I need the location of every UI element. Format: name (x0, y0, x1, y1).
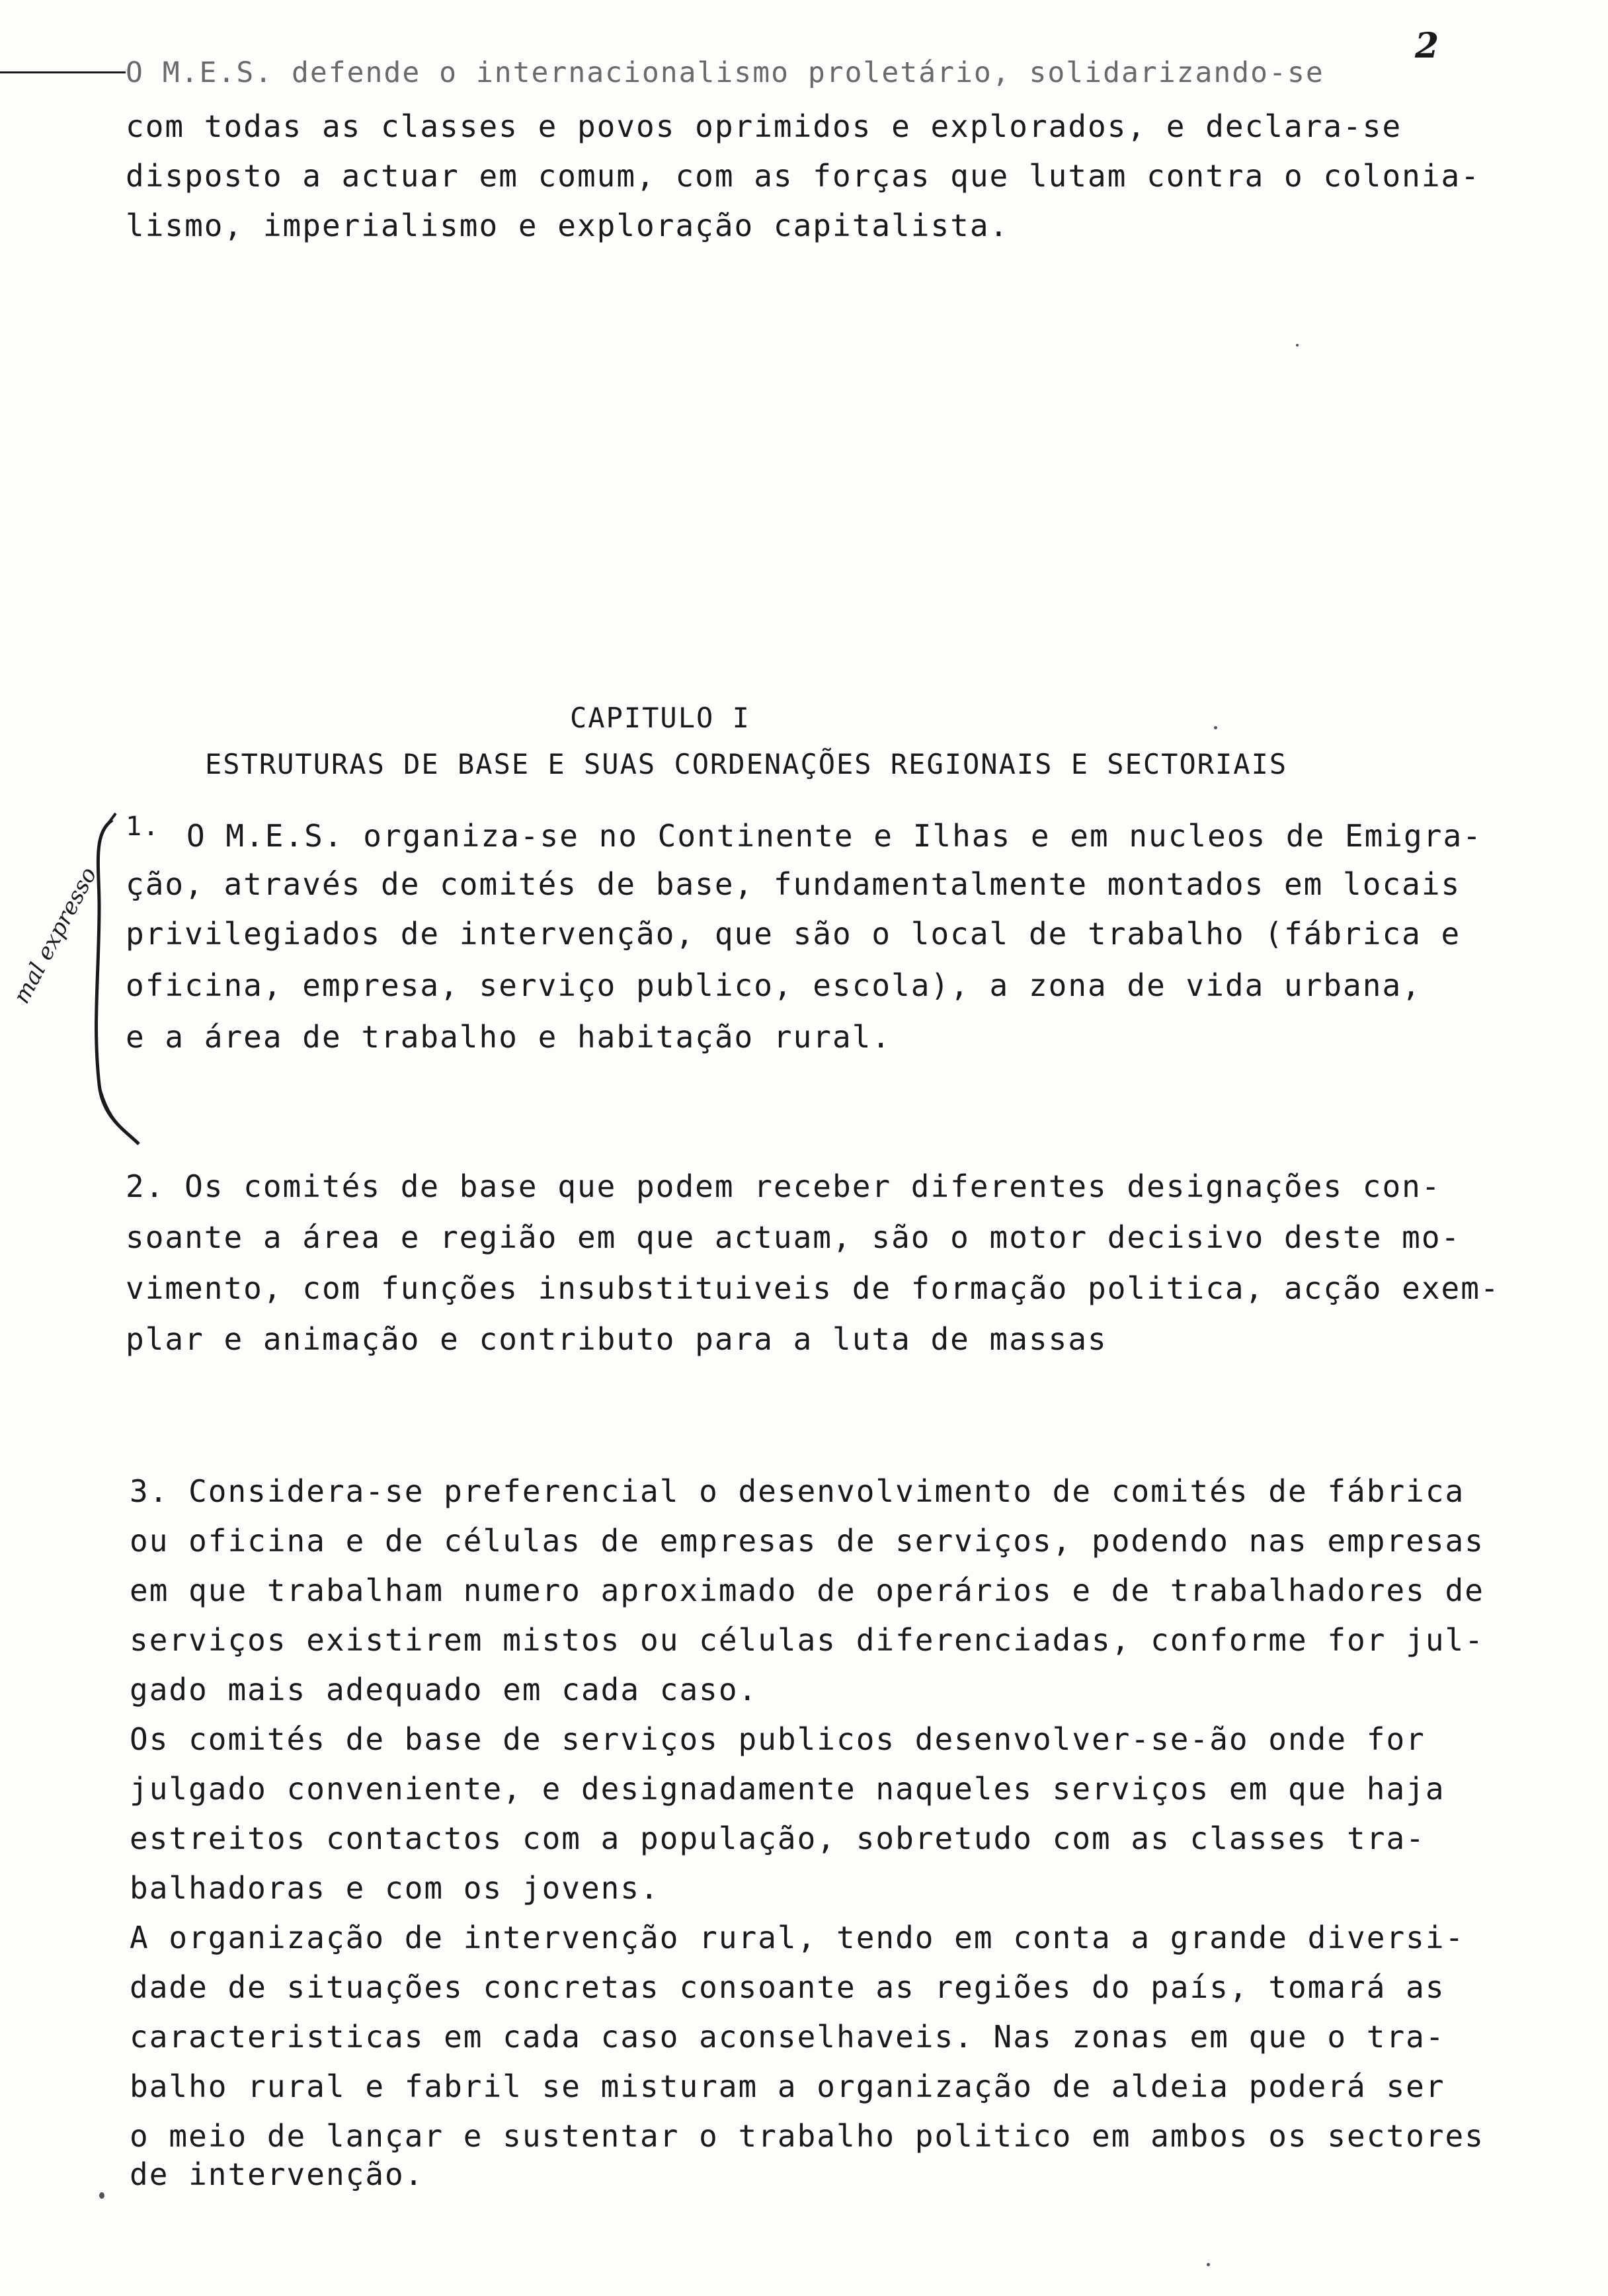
scan-speck (1214, 726, 1217, 729)
paragraph-1-line: privilegiados de intervenção, que são o local de trabalho (fábrica e (126, 916, 1461, 952)
scan-speck (99, 2192, 104, 2199)
page-number: 2 (1415, 26, 1439, 66)
paragraph-3-line: 3. Considera-se preferencial o desenvolvimento de comités de fábrica (130, 1473, 1465, 1509)
paragraph-3-line: A organização de intervenção rural, tendo em conta a grande diversi- (130, 1920, 1465, 1955)
intro-line: disposto a actuar em comum, com as forças que lutam contra o colonia- (126, 158, 1480, 194)
intro-line: O M.E.S. defende o internacionalismo proletário, solidarizando-se (126, 56, 1324, 89)
intro-line: lismo, imperialismo e exploração capitalista. (126, 208, 1010, 243)
strike-rule (0, 71, 126, 73)
scan-speck (1207, 2263, 1210, 2266)
paragraph-1-line: ção, através de comités de base, fundamentalmente montados em locais (126, 866, 1461, 902)
chapter-subtitle: ESTRUTURAS DE BASE E SUAS CORDENAÇÕES REGIONAIS E SECTORIAIS (205, 748, 1288, 780)
paragraph-2-line: 2. Os comités de base que podem receber diferentes designações con- (126, 1168, 1441, 1204)
chapter-title: CAPITULO I (570, 702, 750, 734)
paragraph-3-line: balho rural e fabril se misturam a organização de aldeia poderá ser (130, 2069, 1445, 2104)
paragraph-1-line: O M.E.S. organiza-se no Continente e Ilhas e em nucleos de Emigra- (186, 818, 1482, 854)
paragraph-2-line: soante a área e região em que actuam, são o motor decisivo deste mo- (126, 1219, 1461, 1255)
paragraph-3-line: estreitos contactos com a população, sobretudo com as classes tra- (130, 1821, 1426, 1856)
paragraph-number: 1. (126, 811, 161, 842)
intro-line: com todas as classes e povos oprimidos e explorados, e declara-se (126, 108, 1402, 144)
paragraph-2-line: plar e animação e contributo para a luta de massas (126, 1321, 1107, 1357)
paragraph-3-line: ou oficina e de células de empresas de serviços, podendo nas empresas (130, 1523, 1484, 1559)
paragraph-1-line: oficina, empresa, serviço publico, escola), a zona de vida urbana, (126, 967, 1422, 1003)
paragraph-3-line: caracteristicas em cada caso aconselhaveis. Nas zonas em que o tra- (130, 2019, 1445, 2055)
paragraph-3-line: julgado conveniente, e designadamente naqueles serviços em que haja (130, 1771, 1445, 1807)
paragraph-2-line: vimento, com funções insubstituiveis de formação politica, acção exem- (126, 1270, 1500, 1306)
paragraph-3-line: serviços existirem mistos ou células diferenciadas, conforme for jul- (130, 1622, 1484, 1658)
paragraph-3-line: balhadoras e com os jovens. (130, 1870, 660, 1906)
paragraph-3-line: Os comités de base de serviços publicos desenvolver-se-ão onde for (130, 1721, 1426, 1757)
margin-note-text: mal expresso (8, 863, 102, 1008)
paragraph-3-line: em que trabalham numero aproximado de operários e de trabalhadores de (130, 1573, 1484, 1608)
paragraph-3-line: dade de situações concretas consoante as regiões do país, tomará as (130, 1969, 1445, 2005)
paragraph-3-line: gado mais adequado em cada caso. (130, 1672, 758, 1707)
paragraph-1-line: e a área de trabalho e habitação rural. (126, 1019, 892, 1055)
scan-speck (1296, 344, 1299, 347)
paragraph-3-line: o meio de lançar e sustentar o trabalho politico em ambos os sectores (130, 2118, 1484, 2154)
paragraph-3-line: de intervenção. (130, 2156, 424, 2192)
